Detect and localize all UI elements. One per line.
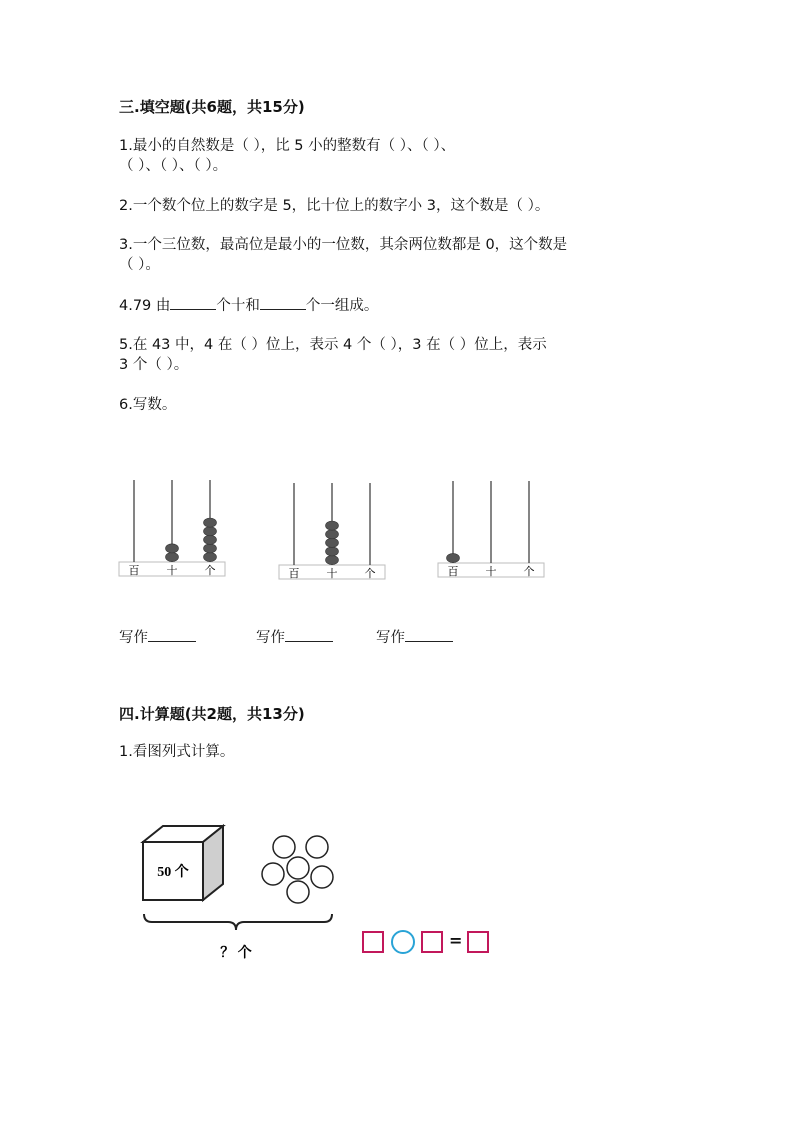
question-4-part-1: 4.79 由 (119, 298, 171, 314)
abacus-label-tens: 十 (166, 564, 178, 577)
abacus-bead (326, 538, 339, 547)
abacus-2 (278, 481, 388, 583)
abacus-bead (204, 544, 217, 553)
abacus-label-hundreds: 百 (128, 564, 140, 577)
operator-circle[interactable] (391, 930, 415, 954)
abacus-bead (166, 544, 179, 553)
abacus-bead (204, 518, 217, 527)
answer-blank[interactable] (260, 295, 306, 310)
abacus-bead (447, 553, 460, 562)
abacus-bead (204, 527, 217, 536)
question-1-line-2: （ ）、（ ）、（ ）。 (119, 158, 228, 174)
question-3-line-1: 3.一个三位数，最高位是最小的一位数，其余两位数都是 0，这个数是 (119, 237, 568, 253)
abacus-label-hundreds: 百 (447, 565, 459, 578)
abacus-label-hundreds: 百 (288, 567, 300, 580)
question-2: 2.一个数个位上的数字是 5，比十位上的数字小 3，这个数是（ ）。 (119, 198, 550, 214)
abacus-label-tens: 十 (326, 567, 338, 580)
write-label: 写作 (256, 630, 285, 646)
question-5-line-1: 5.在 43 中，4 在（ ）位上，表示 4 个（ ），3 在（ ）位上，表示 (119, 337, 547, 353)
abacus-bead (166, 552, 179, 561)
abacus-bead (204, 535, 217, 544)
question-5-line-2: 3 个（ ）。 (119, 357, 189, 373)
abacus-bead (326, 530, 339, 539)
circle-icon (262, 863, 284, 885)
cube-label: 50 个 (157, 865, 189, 880)
abacus-label-ones: 个 (204, 564, 216, 577)
question-4 (119, 295, 378, 316)
abacus-bead (326, 547, 339, 556)
abacus-bead (326, 521, 339, 530)
circle-icon (287, 881, 309, 903)
abacus-beads (447, 553, 460, 562)
question-4-part-2: 个十和 (216, 298, 260, 314)
abacus-bead (204, 552, 217, 561)
answer-blank[interactable] (148, 627, 196, 642)
brace-label: ？ 个 (220, 946, 252, 961)
abacus-1 (118, 478, 228, 580)
abacus-label-ones: 个 (523, 565, 535, 578)
write-label: 写作 (376, 630, 405, 646)
abacus-label-ones: 个 (364, 567, 376, 580)
section4-title: 四.计算题(共2题，共13分) (119, 705, 305, 723)
calc-figure (138, 822, 348, 972)
answer-square-1[interactable] (362, 931, 384, 953)
abacus-3 (437, 479, 547, 581)
question-4-part-3: 个一组成。 (305, 298, 379, 314)
write-answer-1 (119, 626, 196, 647)
abacus-beads (166, 518, 217, 562)
question-6-title: 6.写数。 (119, 397, 177, 413)
equals-sign: = (449, 931, 463, 950)
circle-icon (311, 866, 333, 888)
answer-square-3[interactable] (467, 931, 489, 953)
abacus-label-tens: 十 (485, 565, 497, 578)
question-1-line-1: 1.最小的自然数是（ ），比 5 小的整数有（ ）、（ ）、 (119, 138, 456, 154)
section3-title: 三.填空题(共6题，共15分) (119, 98, 305, 116)
abacus-beads (326, 521, 339, 565)
answer-blank[interactable] (285, 627, 333, 642)
circle-icon (287, 857, 309, 879)
calc-question-1-title: 1.看图列式计算。 (119, 744, 235, 760)
answer-square-2[interactable] (421, 931, 443, 953)
write-answer-2 (256, 626, 333, 647)
brace (144, 914, 332, 930)
abacus-bead (326, 555, 339, 564)
question-3-line-2: （ ）。 (119, 257, 160, 273)
circle-icon (273, 836, 295, 858)
write-label: 写作 (119, 630, 148, 646)
circle-icon (306, 836, 328, 858)
answer-blank[interactable] (405, 627, 453, 642)
answer-blank[interactable] (170, 295, 216, 310)
write-answer-3 (376, 626, 453, 647)
